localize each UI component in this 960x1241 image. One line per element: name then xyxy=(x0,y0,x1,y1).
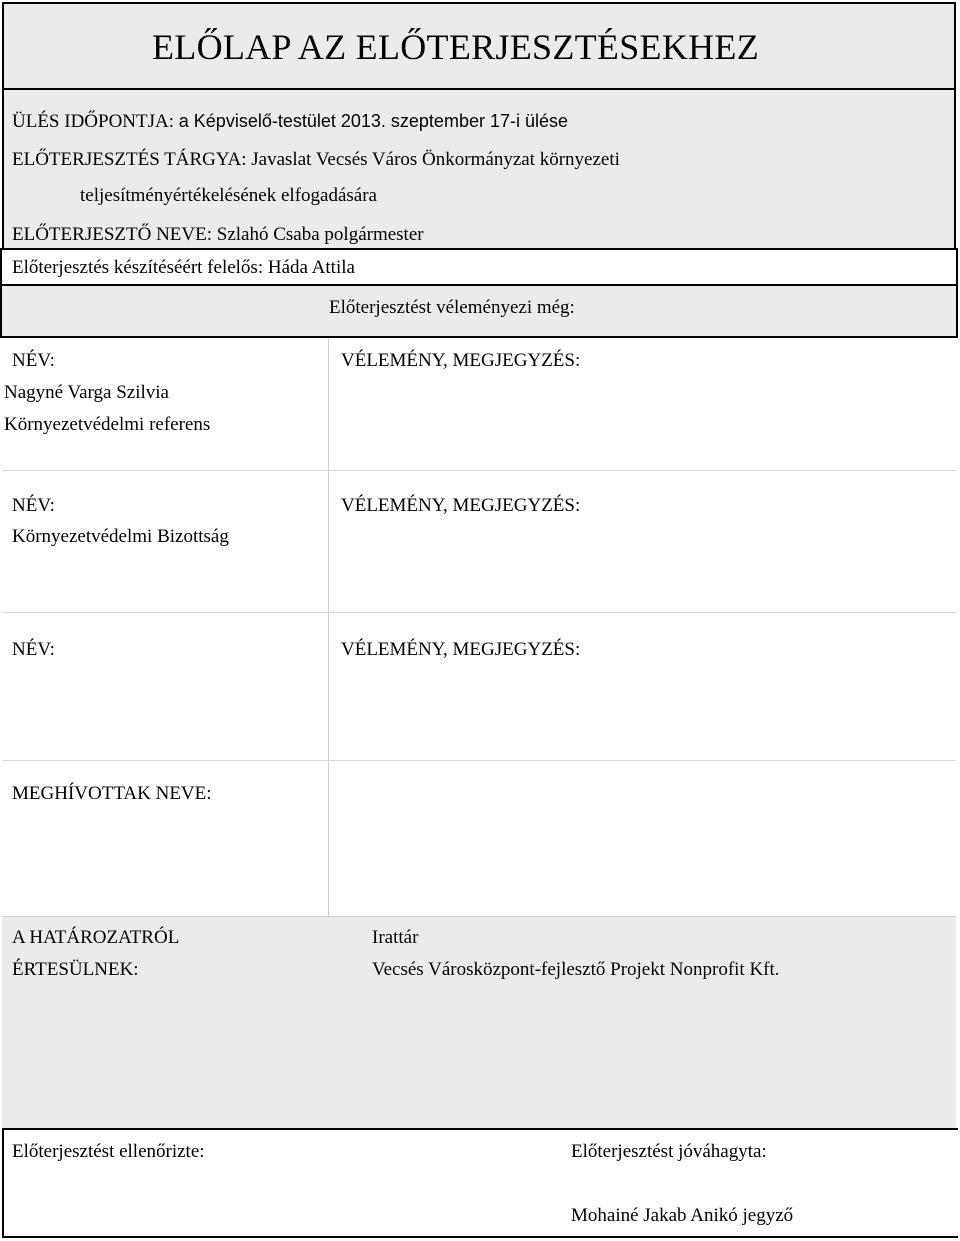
review-row-divider-1 xyxy=(2,470,956,471)
meeting-date-value: a Képviselő-testület 2013. szeptember 17-i ülése xyxy=(178,111,569,131)
subject-value-line1: Javaslat Vecsés Város Önkormányzat környezeti xyxy=(251,149,620,170)
responsible-value: Háda Attila xyxy=(267,257,355,278)
invitees-label: MEGHÍVOTTAK NEVE: xyxy=(12,783,212,804)
approver-name: Mohainé Jakab Anikó jegyző xyxy=(571,1205,794,1226)
review-3-opinion-label: VÉLEMÉNY, MEGJEGYZÉS: xyxy=(341,639,581,660)
page-title: ELŐLAP AZ ELŐTERJESZTÉSEKHEZ xyxy=(152,27,760,67)
review-2-opinion-label: VÉLEMÉNY, MEGJEGYZÉS: xyxy=(341,495,581,516)
checked-label: Előterjesztést ellenőrizte: xyxy=(12,1141,205,1162)
presenter-label: ELŐTERJESZTŐ NEVE: xyxy=(12,224,213,245)
meeting-date-line xyxy=(12,112,568,131)
review-1-opinion-label: VÉLEMÉNY, MEGJEGYZÉS: xyxy=(341,350,581,371)
meeting-date-label: ÜLÉS IDŐPONTJA: xyxy=(12,111,175,132)
approved-label: Előterjesztést jóváhagyta: xyxy=(571,1141,767,1162)
subject-label: ELŐTERJESZTÉS TÁRGYA: xyxy=(12,149,247,170)
review-2-name-label: NÉV: xyxy=(12,495,55,516)
review-1-name-line1: Nagyné Varga Szilvia xyxy=(4,382,169,403)
notify-value-line1: Irattár xyxy=(372,927,419,948)
responsible-line xyxy=(12,258,355,277)
notify-label-line2: ÉRTESÜLNEK: xyxy=(12,959,139,980)
notify-label-line1: A HATÁROZATRÓL xyxy=(12,927,180,948)
presenter-line xyxy=(12,225,424,244)
review-column-divider xyxy=(328,338,329,916)
subject-line xyxy=(12,150,620,169)
responsible-label: Előterjesztés készítéséért felelős: xyxy=(12,257,264,278)
review-heading: Előterjesztést véleményezi még: xyxy=(329,297,575,318)
notify-value-line2: Vecsés Városközpont-fejlesztő Projekt Nonprofit Kft. xyxy=(372,959,780,980)
review-3-name-label: NÉV: xyxy=(12,639,55,660)
review-2-name-line1: Környezetvédelmi Bizottság xyxy=(12,526,229,547)
review-1-name-label: NÉV: xyxy=(12,350,55,371)
presenter-value: Szlahó Csaba polgármester xyxy=(216,224,424,245)
review-row-divider-2 xyxy=(2,612,956,613)
review-1-name-line2: Környezetvédelmi referens xyxy=(4,414,211,435)
subject-value-line2: teljesítményértékelésének elfogadására xyxy=(80,185,377,206)
review-row-divider-3 xyxy=(2,760,956,761)
